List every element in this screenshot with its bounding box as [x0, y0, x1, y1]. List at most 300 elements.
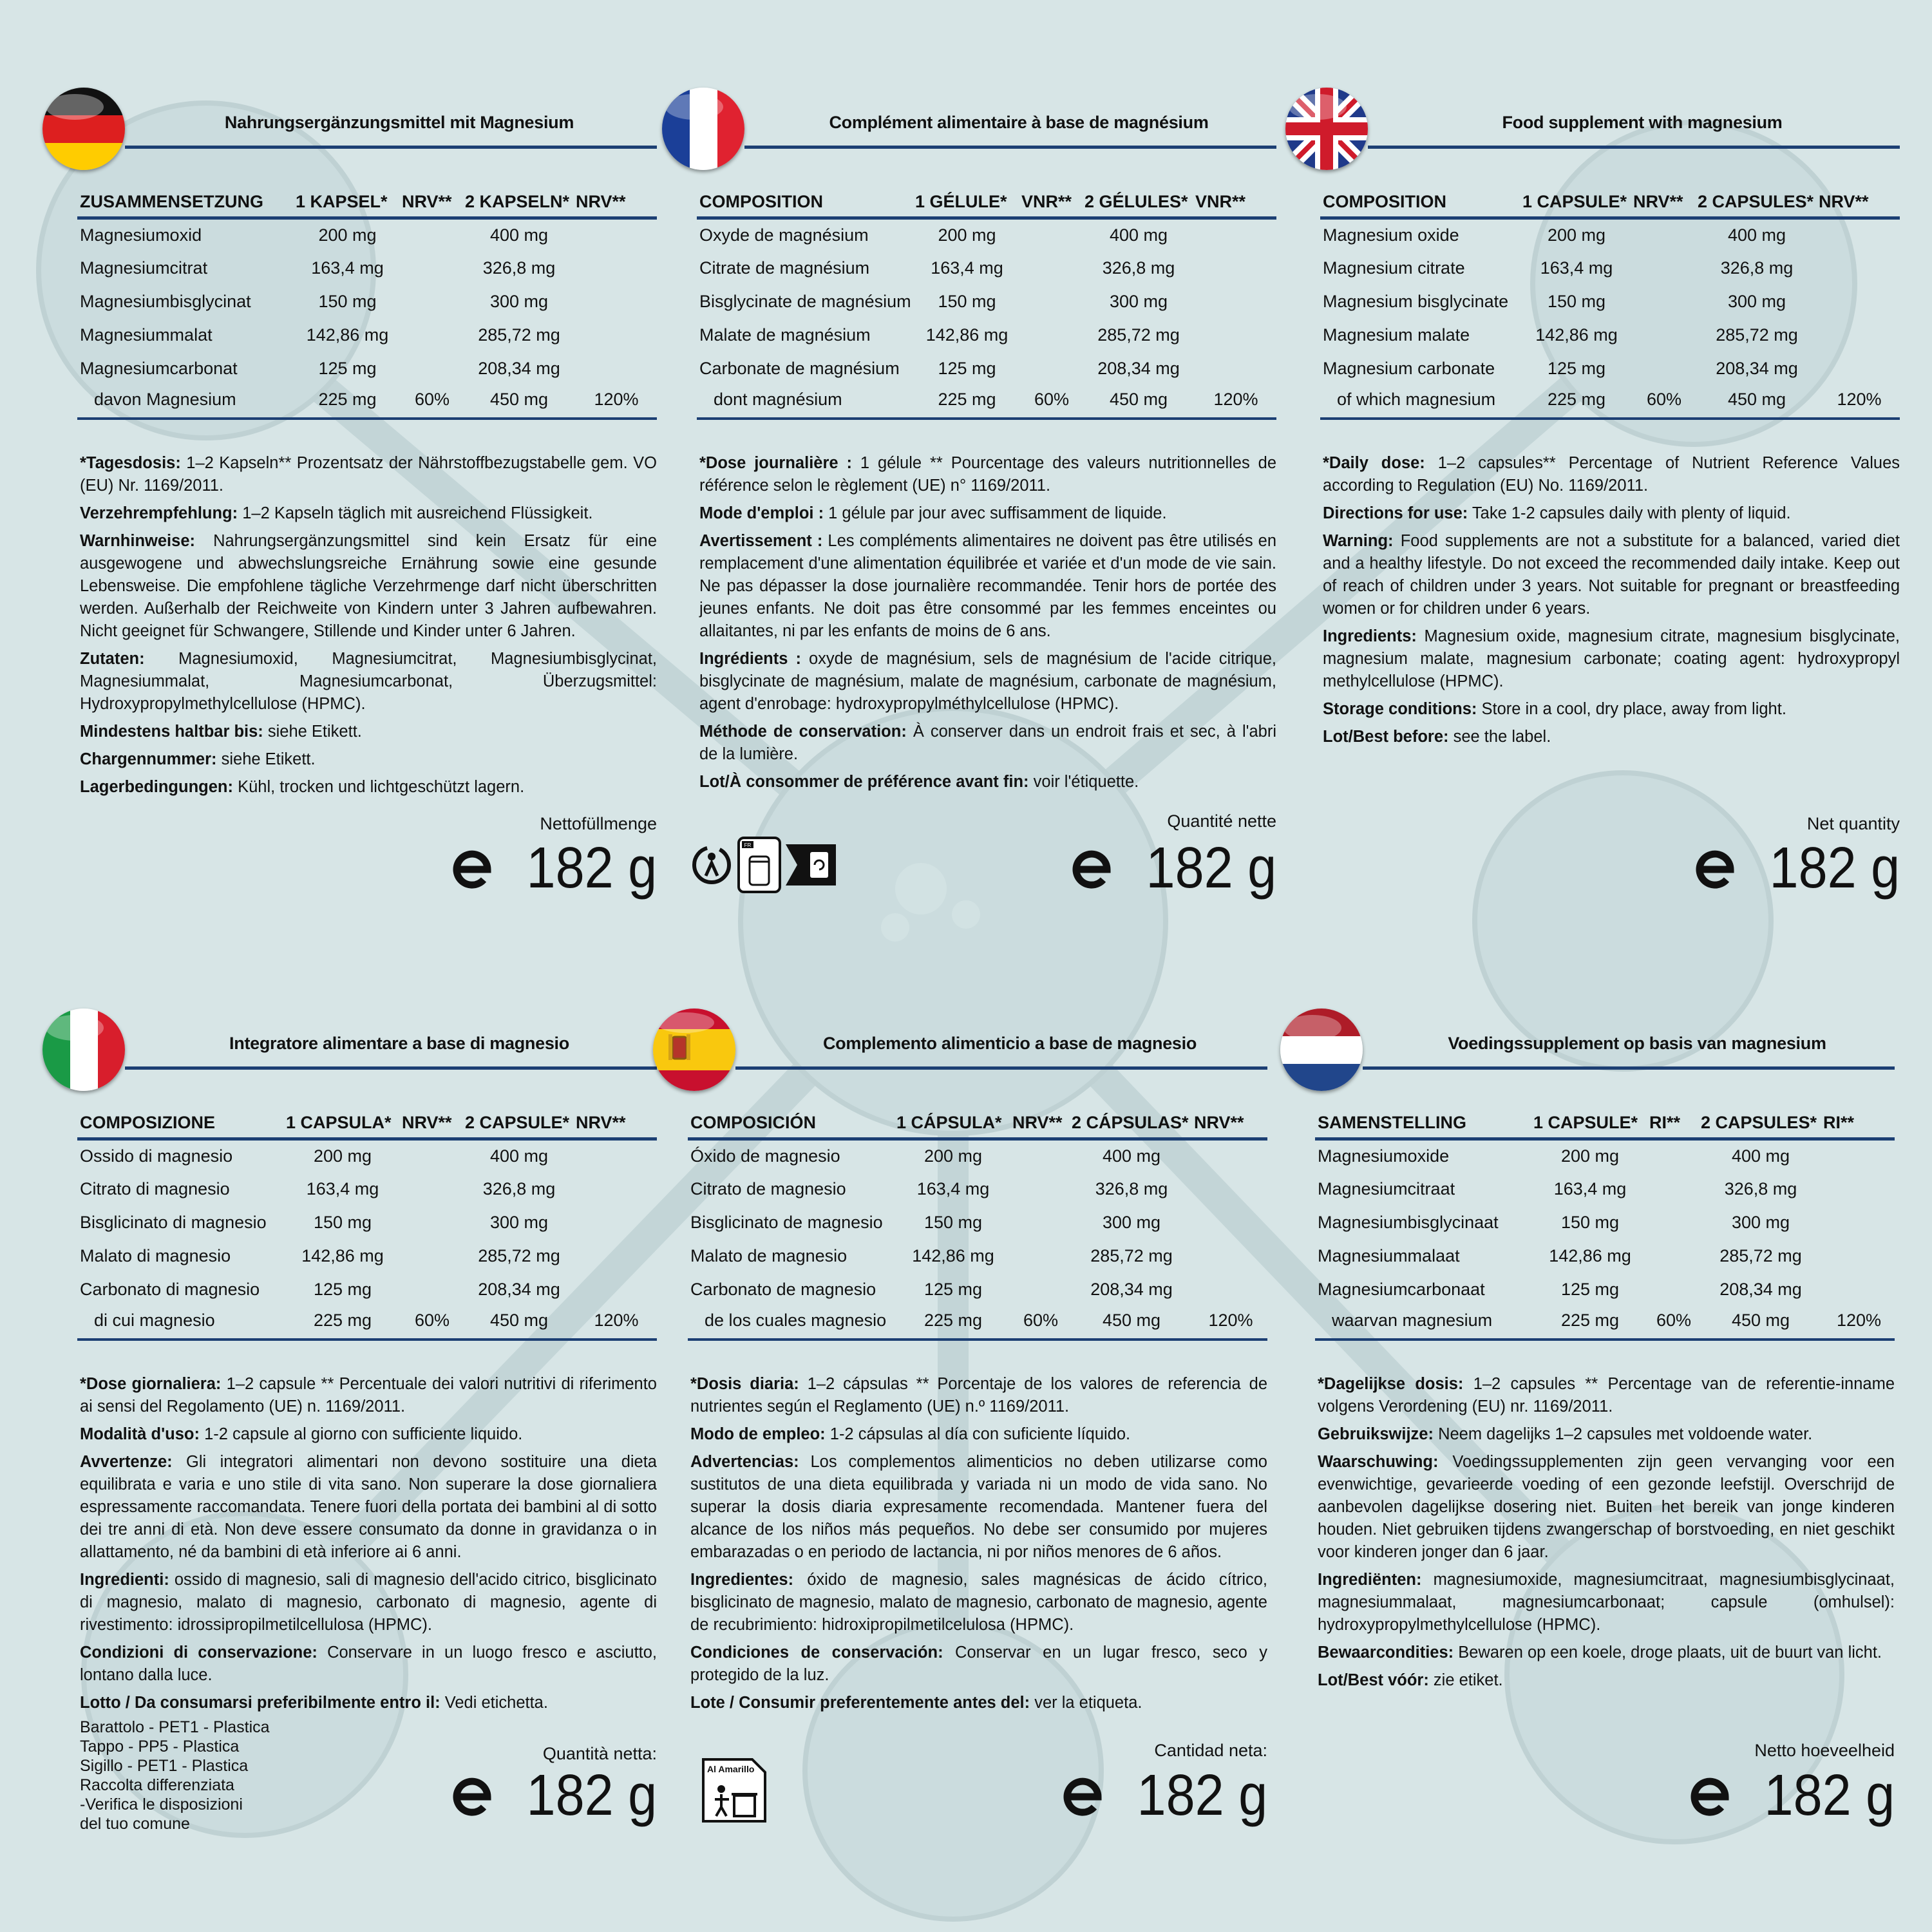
- nrv-2: [1191, 1239, 1267, 1273]
- ingredient-name: Ossido di magnesio: [80, 1146, 233, 1166]
- col-header: NRV**: [1010, 1109, 1069, 1139]
- value-1: 142,86 mg: [306, 325, 389, 345]
- ingredient-name: Citrato di magnesio: [80, 1179, 230, 1198]
- ingredient-name: Citrate de magnésium: [699, 258, 870, 278]
- notes: [1323, 452, 1900, 753]
- notes: [699, 452, 1276, 799]
- col-header: SAMENSTELLING: [1315, 1109, 1531, 1139]
- value-2: 208,34 mg: [1090, 1279, 1173, 1299]
- col-header: RI**: [1821, 1109, 1895, 1139]
- value-2: 450 mg: [1698, 1306, 1821, 1340]
- col-header: 2 GÉLULES*: [1082, 188, 1193, 218]
- note: Mode d'emploi : 1 gélule par jour avec suffisamment de liquide.: [699, 504, 1167, 522]
- value-2: 300 mg: [1731, 1212, 1790, 1232]
- value-1: 142,86 mg: [1549, 1245, 1631, 1265]
- table-row: [697, 285, 1276, 318]
- nrv-1: 60%: [399, 385, 462, 419]
- note: Bewaarcondities: Bewaren op een koele, droge plaats, uit de buurt van licht.: [1318, 1643, 1882, 1662]
- table-row: [697, 318, 1276, 352]
- note: Lotto / Da consumarsi preferibilmente entro il: Vedi etichetta.: [80, 1694, 548, 1712]
- net-quantity-label: Quantité nette: [1167, 811, 1276, 831]
- table-row: [1315, 1306, 1895, 1340]
- value-1: 125 mg: [923, 1279, 983, 1299]
- nrv-1: [399, 1273, 462, 1306]
- value-2: 285,72 mg: [1097, 325, 1180, 345]
- value-1: 200 mg: [318, 225, 377, 245]
- table-header: [77, 1109, 657, 1139]
- table-row: [77, 1239, 657, 1273]
- net-quantity: 182 g: [1694, 836, 1900, 900]
- nrv-2: [1191, 1206, 1267, 1239]
- estimated-e-mark-icon: [1062, 1775, 1103, 1816]
- note: Ingredientes: óxido de magnesio, sales magnésicas de ácido cítrico, bisglicinato de magnesio, malato de magnesio, carbonato de magnesio, agente de recubrimiento: hidroxipropilmetilcelulosa (HPMC).: [690, 1571, 1267, 1634]
- note: *Dagelijkse dosis: 1–2 capsules ** Percentage van de referentie-inname volgens Verordening (EU) nr. 1169/2011.: [1318, 1375, 1895, 1416]
- nrv-2: [1816, 251, 1900, 285]
- title-rule: [1368, 146, 1900, 149]
- triman-icon: [690, 844, 733, 886]
- col-header: NRV**: [1191, 1109, 1267, 1139]
- nrv-2: [573, 1239, 657, 1273]
- ingredient-name: Malate de magnésium: [699, 325, 871, 345]
- value-2: 300 mg: [489, 1212, 549, 1232]
- note: Lot/À consommer de préférence avant fin: voir l'étiquette.: [699, 773, 1139, 791]
- table-row: [77, 385, 657, 419]
- nrv-1: [1010, 1273, 1069, 1306]
- col-header: NRV**: [399, 1109, 462, 1139]
- nrv-1: [1010, 1172, 1069, 1206]
- nrv-2: [573, 318, 657, 352]
- net-quantity: 182 g: [1071, 836, 1276, 900]
- nrv-1: [399, 251, 462, 285]
- col-header: 1 CÁPSULA*: [894, 1109, 1010, 1139]
- nrv-1: [399, 285, 462, 318]
- col-header: NRV**: [1631, 188, 1695, 218]
- nrv-2: [573, 352, 657, 385]
- container-icon: [737, 836, 782, 894]
- nrv-1: [1631, 318, 1695, 352]
- nrv-2: [1193, 285, 1276, 318]
- spain-flag-icon: [653, 1009, 735, 1091]
- value-1: 225 mg: [894, 1306, 1010, 1340]
- table-header: [1320, 188, 1900, 218]
- ingredient-name: Magnesiumoxid: [80, 225, 202, 245]
- note: Ingrediënten: magnesiumoxide, magnesiumcitraat, magnesiumbisglycinaat, magnesiummalaat, magnesiumcarbonaat; capsule (omhulsel): hydroxypropylmethylcellulose (HPMC).: [1318, 1571, 1895, 1634]
- ingredient-name: Magnesiummalat: [80, 325, 213, 345]
- value-1: 142,86 mg: [925, 325, 1009, 345]
- title-rule: [125, 1066, 657, 1070]
- nrv-2: [1821, 1139, 1895, 1172]
- nrv-1: [399, 352, 462, 385]
- col-header: RI**: [1647, 1109, 1698, 1139]
- nrv-2: [1193, 352, 1276, 385]
- value-1: 200 mg: [1560, 1146, 1620, 1166]
- col-header: VNR**: [1019, 188, 1082, 218]
- table-row: [1315, 1206, 1895, 1239]
- col-header: NRV**: [573, 1109, 657, 1139]
- value-1: 125 mg: [318, 358, 377, 378]
- value-1: 200 mg: [1547, 225, 1606, 245]
- estimated-e-mark-icon: [1694, 848, 1736, 889]
- note: *Dose giornaliera: 1–2 capsule ** Percentuale dei valori nutritivi di riferimento ai sensi del Regolamento (UE) n. 1169/2011.: [80, 1375, 657, 1416]
- value-1: 200 mg: [938, 225, 996, 245]
- note: Méthode de conservation: À conserver dans un endroit frais et sec, à l'abri de la lumière.: [699, 723, 1277, 763]
- nrv-1: [1010, 1239, 1069, 1273]
- nrv-1: [399, 1206, 462, 1239]
- yellow-bin-logo: [701, 1757, 768, 1827]
- nrv-2: [1191, 1139, 1267, 1172]
- value-2: 300 mg: [1109, 291, 1168, 311]
- table-row: [688, 1306, 1267, 1340]
- nrv-1: [399, 1239, 462, 1273]
- net-quantity: 182 g: [451, 1763, 657, 1828]
- composition-table: [77, 188, 657, 420]
- value-1: 163,4 mg: [916, 1179, 990, 1198]
- value-1: 150 mg: [1547, 291, 1606, 311]
- nrv-2: [1821, 1206, 1895, 1239]
- table-row: [697, 251, 1276, 285]
- value-2: 208,34 mg: [478, 358, 560, 378]
- nrv-2: [573, 1206, 657, 1239]
- nrv-2: [1816, 318, 1900, 352]
- col-header: NRV**: [573, 188, 657, 218]
- value-1: 225 mg: [913, 385, 1019, 419]
- table-row: [77, 285, 657, 318]
- ingredient-name: Malato de magnesio: [690, 1245, 848, 1265]
- col-header: COMPOSIZIONE: [77, 1109, 283, 1139]
- uk-flag-icon: [1285, 88, 1368, 170]
- panel-de: [77, 84, 657, 921]
- ingredient-name: dont magnésium: [697, 385, 913, 419]
- ingredient-name: di cui magnesio: [77, 1306, 283, 1340]
- ingredient-name: Bisglycinate de magnésium: [699, 291, 911, 311]
- ingredient-name: Magnesiumcarbonaat: [1318, 1279, 1485, 1299]
- nrv-1: [399, 318, 462, 352]
- yellow-bin-icon: [701, 1757, 768, 1824]
- panel-en: [1320, 84, 1900, 921]
- nrv-2: [1816, 218, 1900, 251]
- ingredient-name: Oxyde de magnésium: [699, 225, 869, 245]
- col-header: COMPOSITION: [697, 188, 913, 218]
- ingredient-name: Bisglicinato di magnesio: [80, 1212, 267, 1232]
- table-row: [77, 1206, 657, 1239]
- nrv-1: [1019, 318, 1082, 352]
- net-quantity-label: Netto hoeveelheid: [1754, 1741, 1895, 1760]
- table-row: [697, 385, 1276, 419]
- panel-title: Food supplement with magnesium: [1502, 113, 1783, 132]
- col-header: 2 CÁPSULAS*: [1069, 1109, 1191, 1139]
- col-header: 1 KAPSEL*: [293, 188, 399, 218]
- title-rule: [744, 146, 1276, 149]
- value-1: 150 mg: [318, 291, 377, 311]
- nrv-1: [1647, 1139, 1698, 1172]
- nrv-2: [573, 1172, 657, 1206]
- value-2: 400 mg: [489, 1146, 549, 1166]
- nrv-2: 120%: [573, 385, 657, 419]
- net-quantity: 182 g: [1062, 1763, 1267, 1828]
- note: Gebruikswijze: Neem dagelijks 1–2 capsules met voldoende water.: [1318, 1425, 1813, 1443]
- note: *Dose journalière : 1 gélule ** Pourcentage des valeurs nutritionnelles de référence selon le règlement (UE) n° 1169/2011.: [699, 454, 1276, 495]
- col-header: COMPOSICIÓN: [688, 1109, 894, 1139]
- table-header: [688, 1109, 1267, 1139]
- triman-logo: [690, 836, 836, 894]
- note: Avertissement : Les compléments alimentaires ne doivent pas être utilisés en remplacement d'une alimentation équilibrée et variée et d'un mode de vie sain. Ne pas dépasser la dose journalière recommandée. Tenir hors de portée des jeunes enfants. Ne doit pas être consommé par les femmes enceintes ou allaitantes, ni par les enfants de moins de 6 ans.: [699, 532, 1276, 640]
- estimated-e-mark-icon: [451, 1775, 493, 1816]
- value-2: 326,8 mg: [1095, 1179, 1168, 1198]
- table-row: [1315, 1172, 1895, 1206]
- value-1: 125 mg: [938, 358, 996, 378]
- table-header: [77, 188, 657, 218]
- value-2: 285,72 mg: [478, 1245, 560, 1265]
- panel-title: Complément alimentaire à base de magnésium: [829, 113, 1209, 132]
- note: Mindestens haltbar bis: siehe Etikett.: [80, 723, 362, 741]
- nrv-1: [1647, 1172, 1698, 1206]
- note: Lote / Consumir preferentemente antes del: ver la etiqueta.: [690, 1694, 1142, 1712]
- note: Ingredients: Magnesium oxide, magnesium citrate, magnesium bisglycinate, magnesium malate, magnesium carbonate; coating agent: hydroxypropyl methylcellulose (HPMC).: [1323, 627, 1900, 690]
- ingredient-name: Magnesium carbonate: [1323, 358, 1495, 378]
- net-quantity-label: Cantidad neta:: [1154, 1741, 1267, 1760]
- ingredient-name: Bisglicinato de magnesio: [690, 1212, 883, 1232]
- note: Ingredienti: ossido di magnesio, sali di magnesio dell'acido citrico, bisglicinato di magnesio, malato di magnesio, carbonato di magnesio, agente di rivestimento: idrossipropilmetilcellulosa (HPMC).: [80, 1571, 657, 1634]
- note: Condiciones de conservación: Conservar en un lugar fresco, seco y protegido de la luz.: [690, 1643, 1267, 1684]
- bin-label: Al Amarillo: [707, 1764, 755, 1774]
- value-1: 163,4 mg: [1540, 258, 1613, 278]
- value-1: 125 mg: [313, 1279, 372, 1299]
- ingredient-name: Carbonato de magnesio: [690, 1279, 876, 1299]
- recycling-info: Barattolo - PET1 - Plastica Tappo - PP5 - Plastica Sigillo - PET1 - Plastica Raccolta differenziata -Verifica le disposizioni del tuo comune: [80, 1718, 270, 1833]
- table-row: [697, 218, 1276, 251]
- nrv-2: 120%: [1821, 1306, 1895, 1340]
- note: *Tagesdosis: 1–2 Kapseln** Prozentsatz der Nährstoffbezugstabelle gem. VO (EU) Nr. 1169/2011.: [80, 454, 657, 495]
- value-2: 285,72 mg: [1090, 1245, 1173, 1265]
- composition-table: [1320, 188, 1900, 420]
- value-1: 163,4 mg: [311, 258, 384, 278]
- ingredient-name: Magnesiumbisglycinat: [80, 291, 251, 311]
- panel-it: [77, 1005, 657, 1842]
- note: Warnhinweise: Nahrungsergänzungsmittel sind kein Ersatz für eine ausgewogene und abwechslungsreiche Ernährung sowie eine gesunde Lebensweise. Die empfohlene tägliche Verzehrmenge darf nicht überschritten werden. Außerhalb der Reichweite von Kindern unter 3 Jahren aufbewahren. Nicht geeignet für Schwangere, Stillende und Kinder unter 6 Jahren.: [80, 532, 657, 640]
- value-1: 150 mg: [313, 1212, 372, 1232]
- ingredient-name: Magnesium oxide: [1323, 225, 1459, 245]
- nrv-1: [1010, 1206, 1069, 1239]
- value-1: 150 mg: [923, 1212, 983, 1232]
- notes: [80, 452, 657, 804]
- col-header: 2 KAPSELN*: [462, 188, 573, 218]
- nrv-2: [573, 1273, 657, 1306]
- germany-flag-icon: [43, 88, 125, 170]
- table-row: [697, 352, 1276, 385]
- nrv-2: 120%: [1191, 1306, 1267, 1340]
- ingredient-name: Magnesiumoxide: [1318, 1146, 1450, 1166]
- table-row: [1320, 251, 1900, 285]
- col-header: ZUSAMMENSETZUNG: [77, 188, 293, 218]
- value-2: 285,72 mg: [1719, 1245, 1802, 1265]
- value-1: 142,86 mg: [301, 1245, 384, 1265]
- value-1: 163,4 mg: [1553, 1179, 1627, 1198]
- value-1: 200 mg: [313, 1146, 372, 1166]
- value-1: 225 mg: [293, 385, 399, 419]
- table-row: [77, 352, 657, 385]
- ingredient-name: davon Magnesium: [77, 385, 293, 419]
- nrv-1: [1631, 251, 1695, 285]
- note: Warning: Food supplements are not a substitute for a balanced, varied diet and a healthy lifestyle. Do not exceed the recommended daily intake. Keep out of reach of children under 3 years. Not suitable for pregnant or breastfeeding women or for children under 6 years.: [1323, 532, 1900, 618]
- nrv-1: [1647, 1239, 1698, 1273]
- note: Lot/Best before: see the label.: [1323, 728, 1551, 746]
- ingredient-name: of which magnesium: [1320, 385, 1520, 419]
- ingredient-name: Magnesiumbisglycinaat: [1318, 1212, 1499, 1232]
- composition-table: [1315, 1109, 1895, 1341]
- composition-table: [688, 1109, 1267, 1341]
- nrv-1: [399, 218, 462, 251]
- panel-nl: [1315, 1005, 1895, 1842]
- table-row: [1320, 285, 1900, 318]
- value-2: 400 mg: [1731, 1146, 1790, 1166]
- value-2: 208,34 mg: [1716, 358, 1798, 378]
- ingredient-name: Óxido de magnesio: [690, 1146, 840, 1166]
- note: Modo de empleo: 1-2 cápsulas al día con suficiente líquido.: [690, 1425, 1131, 1443]
- value-1: 125 mg: [1560, 1279, 1620, 1299]
- nrv-2: [573, 1139, 657, 1172]
- notes: [1318, 1373, 1895, 1697]
- note: Avvertenze: Gli integratori alimentari non devono sostituire una dieta equilibrata e varia e uno stile di vita sano. Non superare la dose giornaliera espressamente raccomandata. Tenere fuori della portata dei bambini al di sotto dei tre anni di età. Non deve essere consumato da donne in gravidanza o in allattamento, né da bambini di età inferiore ai 6 anni.: [80, 1453, 657, 1561]
- nrv-2: [1191, 1273, 1267, 1306]
- estimated-e-mark-icon: [451, 848, 493, 889]
- note: Chargennummer: siehe Etikett.: [80, 750, 316, 768]
- value-1: 225 mg: [1531, 1306, 1647, 1340]
- value-2: 450 mg: [1695, 385, 1816, 419]
- ingredient-name: Carbonate de magnésium: [699, 358, 900, 378]
- panel-title: Voedingssupplement op basis van magnesium: [1448, 1034, 1826, 1053]
- nrv-1: [1010, 1139, 1069, 1172]
- col-header: 1 CAPSULE*: [1531, 1109, 1647, 1139]
- value-1: 200 mg: [923, 1146, 983, 1166]
- table-row: [77, 1172, 657, 1206]
- italy-flag-icon: [43, 1009, 125, 1091]
- table-row: [1315, 1273, 1895, 1306]
- nrv-2: [1816, 352, 1900, 385]
- nrv-1: 60%: [1631, 385, 1695, 419]
- nrv-2: [1821, 1273, 1895, 1306]
- nrv-1: 60%: [399, 1306, 462, 1340]
- nrv-1: [1631, 218, 1695, 251]
- note: Zutaten: Magnesiumoxid, Magnesiumcitrat, Magnesiumbisglycinat, Magnesiummalat, Magnesiumcarbonat, Überzugsmittel: Hydroxypropylmethylcellulose (HPMC).: [80, 650, 657, 713]
- ingredient-name: Magnesiumcitrat: [80, 258, 208, 278]
- nrv-1: [1019, 285, 1082, 318]
- composition-table: [697, 188, 1276, 420]
- table-header: [697, 188, 1276, 218]
- col-header: 2 CAPSULE*: [462, 1109, 573, 1139]
- note: Advertencias: Los complementos alimenticios no deben utilizarse como sustitutos de una dieta equilibrada y variada ni un modo de vida sano. No superar la dosis diaria expresamente recomendada. Mantener fuera del alcance de los niños más pequeños. No debe ser consumido por mujeres embarazadas o en periodo de lactancia, ni por niños menores de 6 años.: [690, 1453, 1267, 1561]
- nrv-1: [399, 1172, 462, 1206]
- col-header: NRV**: [399, 188, 462, 218]
- estimated-e-mark-icon: [1071, 848, 1112, 889]
- value-2: 326,8 mg: [1102, 258, 1175, 278]
- col-header: 2 CAPSULES*: [1698, 1109, 1821, 1139]
- table-row: [1320, 352, 1900, 385]
- value-2: 450 mg: [462, 385, 573, 419]
- nrv-2: [1191, 1172, 1267, 1206]
- table-row: [1320, 318, 1900, 352]
- table-row: [77, 318, 657, 352]
- title-rule: [735, 1066, 1267, 1070]
- net-quantity-label: Nettofüllmenge: [540, 814, 657, 833]
- title-rule: [125, 146, 657, 149]
- col-header: NRV**: [1816, 188, 1900, 218]
- table-row: [688, 1273, 1267, 1306]
- nrv-2: [1193, 251, 1276, 285]
- nrv-1: 60%: [1019, 385, 1082, 419]
- value-2: 300 mg: [489, 291, 549, 311]
- nrv-2: [573, 218, 657, 251]
- table-row: [688, 1239, 1267, 1273]
- nrv-2: [573, 251, 657, 285]
- value-2: 400 mg: [489, 225, 549, 245]
- nrv-2: [573, 285, 657, 318]
- value-2: 400 mg: [1727, 225, 1786, 245]
- nrv-2: 120%: [573, 1306, 657, 1340]
- ingredient-name: Citrato de magnesio: [690, 1179, 846, 1198]
- ingredient-name: Magnesiumcitraat: [1318, 1179, 1455, 1198]
- nrv-1: [1647, 1206, 1698, 1239]
- ingredient-name: Carbonato di magnesio: [80, 1279, 260, 1299]
- table-header: [1315, 1109, 1895, 1139]
- col-header: VNR**: [1193, 188, 1276, 218]
- table-row: [77, 251, 657, 285]
- value-2: 326,8 mg: [1724, 1179, 1797, 1198]
- value-1: 150 mg: [938, 291, 996, 311]
- note: *Daily dose: 1–2 capsules** Percentage of Nutrient Reference Values according to Regulation (EU) No. 1169/2011.: [1323, 454, 1900, 495]
- col-header: 1 CAPSULE*: [1520, 188, 1631, 218]
- value-2: 326,8 mg: [482, 1179, 556, 1198]
- value-2: 326,8 mg: [1720, 258, 1794, 278]
- nrv-1: [399, 1139, 462, 1172]
- ingredient-name: Magnesiummalaat: [1318, 1245, 1460, 1265]
- value-1: 225 mg: [283, 1306, 399, 1340]
- note: Lot/Best vóór: zie etiket.: [1318, 1671, 1503, 1689]
- value-2: 450 mg: [1082, 385, 1193, 419]
- table-row: [688, 1172, 1267, 1206]
- value-1: 225 mg: [1520, 385, 1631, 419]
- value-1: 125 mg: [1547, 358, 1606, 378]
- value-2: 285,72 mg: [1716, 325, 1798, 345]
- table-row: [688, 1206, 1267, 1239]
- value-2: 450 mg: [1069, 1306, 1191, 1340]
- table-row: [1320, 218, 1900, 251]
- value-2: 208,34 mg: [478, 1279, 560, 1299]
- note: Waarschuwing: Voedingssupplementen zijn geen vervanging voor een evenwichtige, gevarieerde voeding of een gezonde leefstijl. Overschrijd de aanbevolen dagelijkse dosering niet. Buiten het bereik van jonge kinderen houden. Niet gebruiken tijdens zwangerschap of borstvoeding, en niet geschikt voor kinderen jonger dan 6 jaar.: [1318, 1453, 1895, 1561]
- col-header: COMPOSITION: [1320, 188, 1520, 218]
- nrv-1: [1631, 352, 1695, 385]
- net-quantity-label: Quantità netta:: [542, 1744, 657, 1763]
- nrv-2: [1816, 285, 1900, 318]
- nrv-2: 120%: [1193, 385, 1276, 419]
- net-quantity: 182 g: [451, 836, 657, 900]
- table-row: [688, 1139, 1267, 1172]
- value-2: 208,34 mg: [1719, 1279, 1802, 1299]
- nrv-1: [1019, 218, 1082, 251]
- panel-title: Integratore alimentare a base di magnesio: [229, 1034, 569, 1053]
- value-2: 300 mg: [1102, 1212, 1161, 1232]
- nrv-2: [1193, 318, 1276, 352]
- value-1: 142,86 mg: [912, 1245, 994, 1265]
- value-1: 150 mg: [1560, 1212, 1620, 1232]
- title-rule: [1363, 1066, 1895, 1070]
- france-flag-icon: [662, 88, 744, 170]
- value-2: 450 mg: [462, 1306, 573, 1340]
- value-2: 300 mg: [1727, 291, 1786, 311]
- ingredient-name: Magnesium citrate: [1323, 258, 1465, 278]
- ingredient-name: Malato di magnesio: [80, 1245, 231, 1265]
- ingredient-name: Magnesiumcarbonat: [80, 358, 238, 378]
- value-2: 400 mg: [1109, 225, 1168, 245]
